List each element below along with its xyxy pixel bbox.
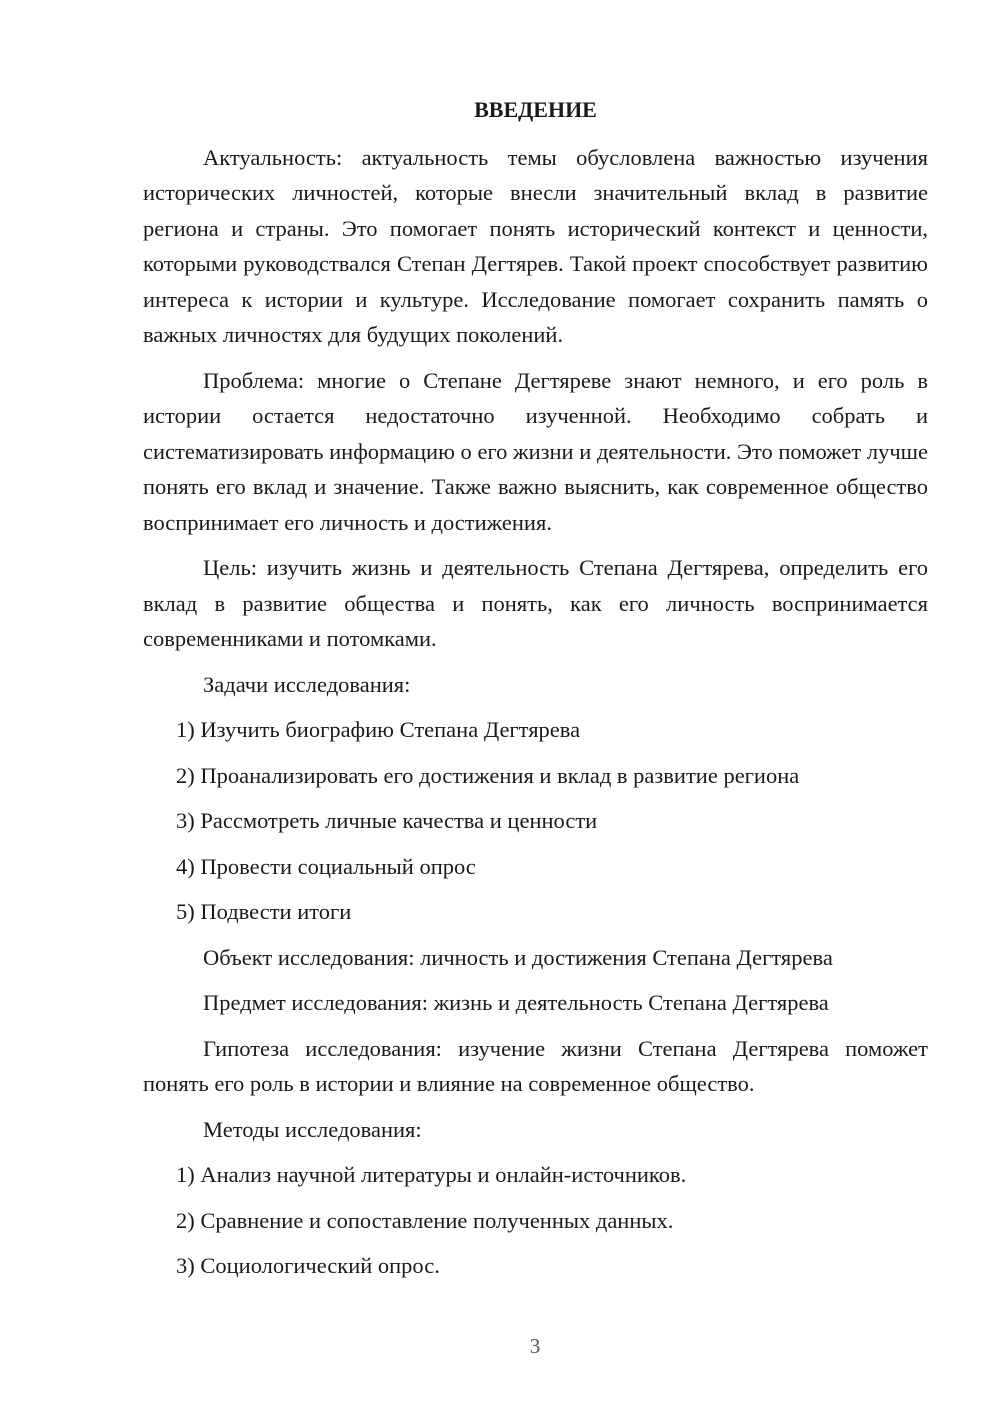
methods-list — [143, 1157, 928, 1284]
task-item: 1) Изучить биографию Степана Дегтярева — [176, 717, 581, 742]
task-item: 5) Подвести итоги — [176, 899, 352, 924]
goal-paragraph: Цель: изучить жизнь и деятельность Степана Дегтярева, определить его вклад в развитие общества и понять, как его личность воспринимается современниками и потомками. — [143, 555, 928, 651]
method-item: 2) Сравнение и сопоставление полученных данных. — [176, 1207, 674, 1233]
task-item: 2) Проанализировать его достижения и вклад в развитие региона — [176, 762, 800, 788]
method-item: 3) Социологический опрос. — [176, 1253, 440, 1278]
task-item: 4) Провести социальный опрос — [176, 853, 476, 879]
page-number: 3 — [529, 1334, 541, 1358]
page-title: ВВЕДЕНИЕ — [474, 97, 597, 122]
tasks-list — [143, 712, 928, 930]
method-item: 1) Анализ научной литературы и онлайн-источников. — [176, 1162, 687, 1187]
methods-heading: Методы исследования: — [203, 1116, 422, 1142]
relevance-paragraph: Актуальность: актуальность темы обусловлена важностью изучения исторических личностей, которые внесли значительный вклад в развитие региона и страны. Это помогает понять исторический контекст и ценности, которыми руководствался Степан Дегтярев. Такой проект способствует развитию интереса к истории и культуре. Исследование помогает сохранить память о важных личностях для будущих поколений. — [143, 144, 928, 347]
problem-paragraph: Проблема: многие о Степане Дегтяреве знают немного, и его роль в истории остается недостаточно изученной. Необходимо собрать и систематизировать информацию о его жизни и деятельности. Это поможет лучше понять его вклад и значение. Также важно выяснить, как современное общество воспринимает его личность и достижения. — [143, 367, 928, 535]
hypothesis-paragraph: Гипотеза исследования: изучение жизни Степана Дегтярева поможет понять его роль в истории и влияние на современное общество. — [143, 1035, 928, 1096]
subject-line: Предмет исследования: жизнь и деятельность Степана Дегтярева — [203, 990, 829, 1015]
task-item: 3) Рассмотреть личные качества и ценности — [176, 808, 598, 833]
page-content — [143, 92, 928, 1294]
tasks-heading: Задачи исследования: — [203, 671, 411, 697]
object-line: Объект исследования: личность и достижения Степана Дегтярева — [203, 944, 833, 970]
